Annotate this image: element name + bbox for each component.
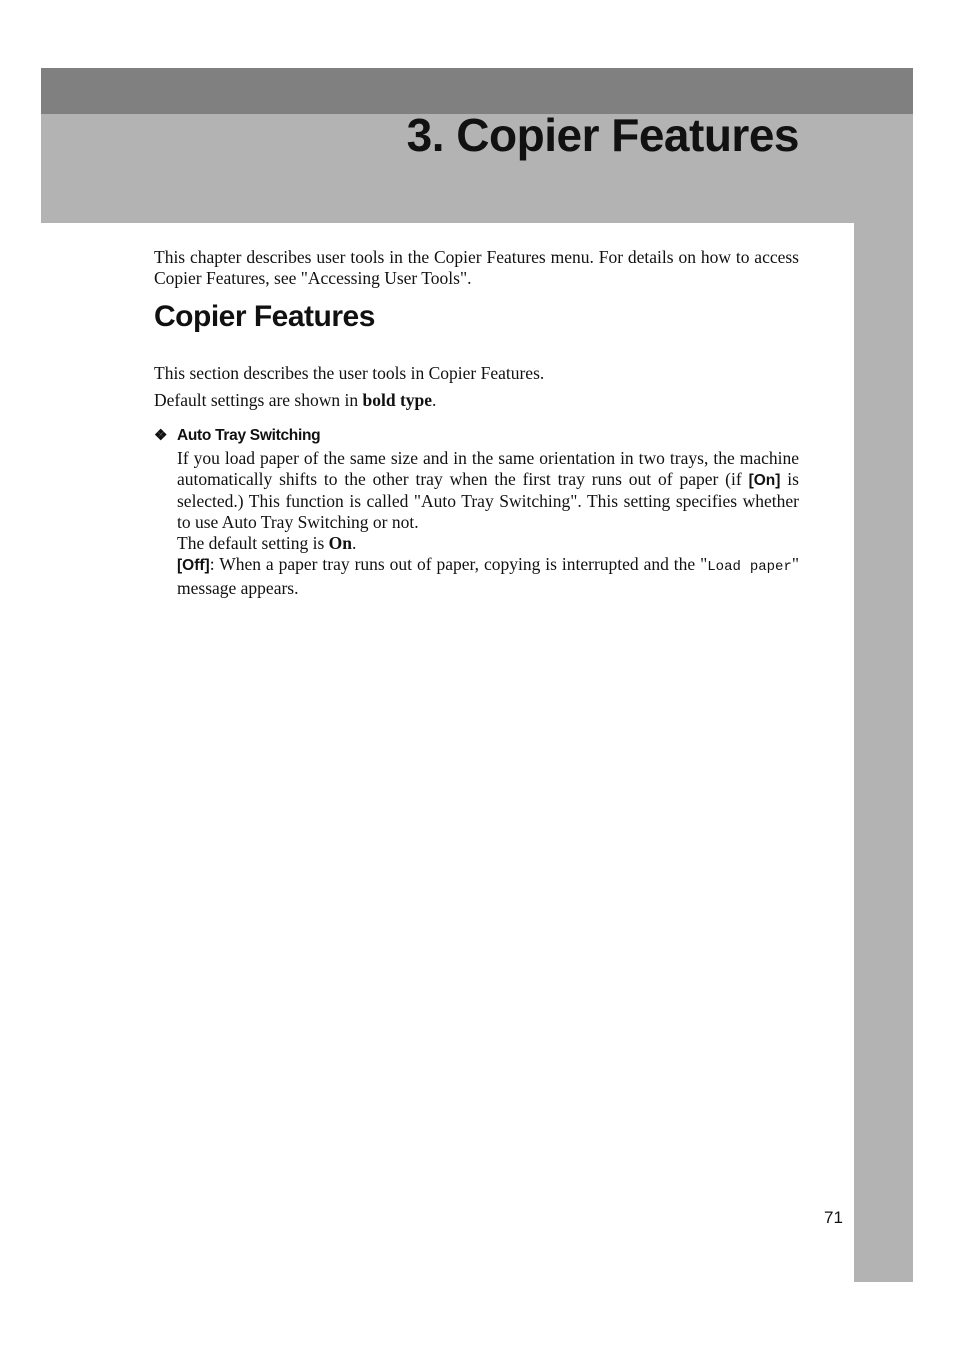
page-content [154,247,799,599]
item-off-description [177,554,799,599]
item-default-prefix: The default setting is [177,533,329,553]
item-description-text-a: If you load paper of the same size and in the same orientation in two trays, the machine automatically shifts to the other tray when the first tray runs out of paper (if [177,448,799,489]
item-default-suffix: . [352,533,357,553]
on-key: [On] [748,472,781,489]
item-title: Auto Tray Switching [177,427,321,444]
load-paper-message: Load paper [707,559,792,575]
side-tab-bar [854,223,913,1282]
default-settings-suffix: . [432,390,437,410]
page-number: 71 [824,1208,843,1227]
intro-paragraph: This chapter describes user tools in the Copier Features menu. For details on how to access Copier Features, see "Accessing User Tools". [154,247,799,288]
section-description: This section describes the user tools in Copier Features. [154,363,545,383]
item-default [177,533,799,554]
item-off-text-b: " message appears. [177,554,800,598]
item-description [177,448,799,533]
default-settings-prefix: Default settings are shown in [154,390,363,410]
item-heading [154,426,799,446]
default-settings-note [154,390,799,411]
off-key: [Off] [177,557,210,574]
section-title: Copier Features [154,300,375,333]
item-body [177,448,799,599]
item-default-value: On [328,533,352,553]
item-off-text-a: : When a paper tray runs out of paper, copying is interrupted and the " [209,554,708,574]
chapter-title: 3. Copier Features [406,109,799,161]
diamond-bullet-icon: ❖ [154,427,168,444]
item-description-text-b: is selected.) This function is called "Auto Tray Switching". This setting specifies whether to use Auto Tray Switching or not. [177,469,799,532]
bold-type-text: bold type [362,390,433,410]
